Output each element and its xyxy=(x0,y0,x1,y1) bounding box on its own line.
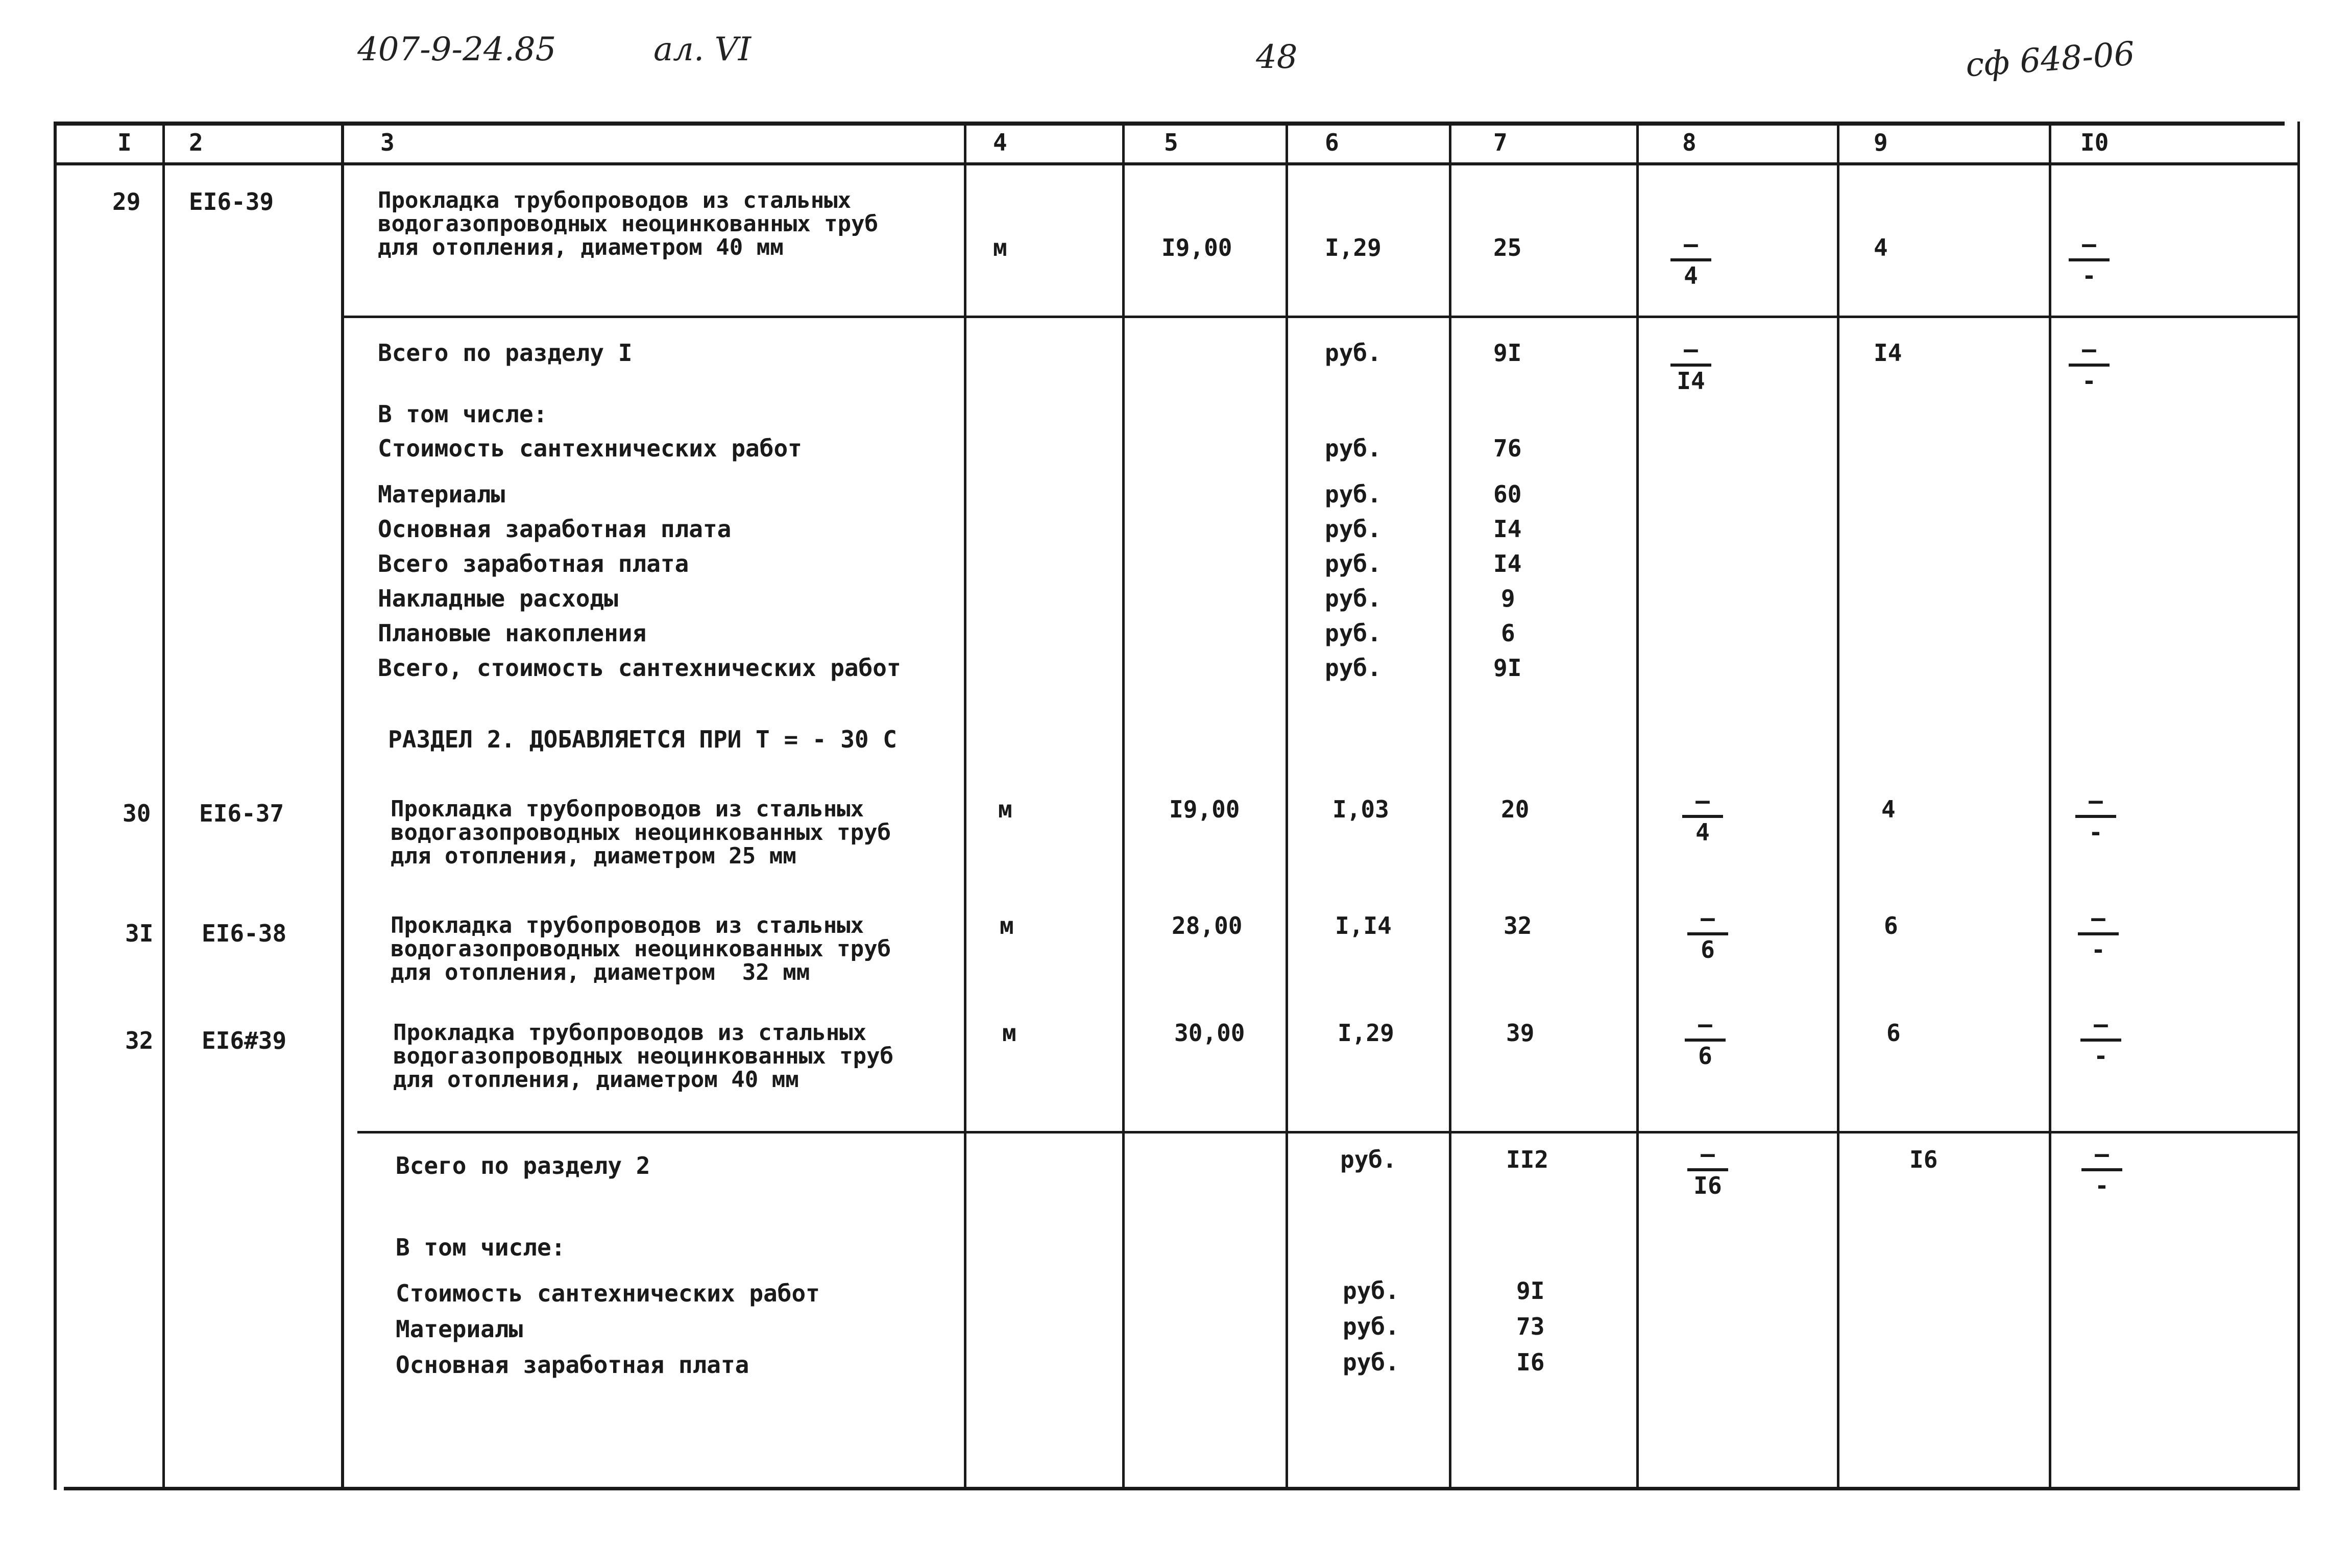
including-label: В том числе: xyxy=(396,1234,566,1261)
fraction-bottom: - xyxy=(2095,1172,2109,1199)
breakdown-unit: руб. xyxy=(1343,1277,1399,1305)
table-bottom-border xyxy=(64,1487,2300,1490)
row-unit-price: I,29 xyxy=(1325,234,1381,261)
row-col10-fraction xyxy=(2061,230,2117,290)
breakdown-unit: руб. xyxy=(1343,1348,1399,1376)
row-unit: м xyxy=(998,795,1012,823)
row-divider-2 xyxy=(357,1131,2300,1133)
col-line-8 xyxy=(1837,122,1839,1490)
header-bottom-border xyxy=(54,162,2300,165)
row-col10-fraction xyxy=(2070,904,2126,964)
col-header-10: I0 xyxy=(2080,129,2109,156)
row-number: 3I xyxy=(125,920,154,947)
row-description: Прокладка трубопроводов из стальных водогазопроводных неоцинкованных труб для отопления, диаметром 25 мм xyxy=(391,796,891,869)
section-col9: I4 xyxy=(1874,339,1902,367)
breakdown-label: Плановые накопления xyxy=(378,619,647,647)
fraction-bottom: 4 xyxy=(1695,818,1710,846)
table-top-border xyxy=(54,122,2285,126)
section-2-heading: РАЗДЕЛ 2. ДОБАВЛЯЕТСЯ ПРИ Т = - 30 С xyxy=(388,726,897,753)
row-unit-price: I,I4 xyxy=(1335,912,1392,939)
breakdown-label: Всего, стоимость сантехнических работ xyxy=(378,654,901,682)
breakdown-unit: руб. xyxy=(1325,619,1381,647)
row-col8-fraction xyxy=(1677,1010,1733,1070)
row-code: EI6#39 xyxy=(202,1027,287,1054)
breakdown-label: Стоимость сантехнических работ xyxy=(378,435,802,462)
breakdown-value: 9I xyxy=(1516,1277,1545,1305)
row-col9: 4 xyxy=(1881,795,1896,823)
row-unit: м xyxy=(993,234,1007,261)
fraction-bottom: 6 xyxy=(1698,1042,1712,1070)
breakdown-value: I6 xyxy=(1516,1348,1545,1376)
row-quantity: 30,00 xyxy=(1174,1019,1245,1047)
fraction-top: – xyxy=(2095,1140,2109,1168)
fraction-bottom: - xyxy=(2091,936,2105,963)
row-cost: 32 xyxy=(1504,912,1532,939)
fraction-top: – xyxy=(1684,335,1698,363)
row-description: Прокладка трубопроводов из стальных водогазопроводных неоцинкованных труб для отопления, диаметром 40 мм xyxy=(393,1020,894,1093)
col-header-5: 5 xyxy=(1164,129,1178,156)
fraction-top: – xyxy=(2082,335,2096,363)
section-total-label: Всего по разделу I xyxy=(378,339,633,367)
row-col10-fraction xyxy=(2073,1010,2129,1070)
row-col10-fraction xyxy=(2068,786,2124,847)
row-quantity: I9,00 xyxy=(1161,234,1232,261)
col-line-2 xyxy=(341,122,344,1490)
col-line-3 xyxy=(964,122,966,1490)
row-number: 30 xyxy=(123,800,151,827)
row-unit: м xyxy=(1002,1019,1016,1047)
row-divider-1 xyxy=(342,316,2300,318)
fraction-top: – xyxy=(2091,904,2105,932)
section-col9: I6 xyxy=(1909,1146,1938,1173)
fraction-bottom: - xyxy=(2089,818,2103,846)
breakdown-unit: руб. xyxy=(1325,515,1381,543)
col-header-8: 8 xyxy=(1682,129,1696,156)
col-header-4: 4 xyxy=(993,129,1007,156)
fraction-bottom: - xyxy=(2082,262,2096,290)
fraction-bottom: 4 xyxy=(1684,262,1698,290)
row-number: 29 xyxy=(112,188,141,215)
section-total-value: II2 xyxy=(1506,1146,1549,1173)
row-number: 32 xyxy=(125,1027,154,1054)
fraction-bottom: - xyxy=(2082,367,2096,395)
section-total-value: 9I xyxy=(1493,339,1522,367)
col-line-left xyxy=(54,122,57,1490)
row-description: Прокладка трубопроводов из стальных водогазопроводных неоцинкованных труб для отопления, диаметром 32 мм xyxy=(391,912,891,985)
breakdown-label: Стоимость сантехнических работ xyxy=(396,1280,820,1307)
section-col10-fraction xyxy=(2074,1140,2130,1200)
fraction-top: – xyxy=(1701,904,1715,932)
row-code: EI6-39 xyxy=(189,188,274,215)
col-line-7 xyxy=(1636,122,1639,1490)
fraction-top: – xyxy=(1684,230,1698,258)
section-total-unit: руб. xyxy=(1340,1146,1397,1173)
col-header-9: 9 xyxy=(1874,129,1888,156)
row-code: EI6-38 xyxy=(202,920,287,947)
breakdown-unit: руб. xyxy=(1325,654,1381,682)
breakdown-unit: руб. xyxy=(1325,435,1381,462)
col-header-6: 6 xyxy=(1325,129,1339,156)
col-header-1: I xyxy=(117,129,132,156)
breakdown-value: I4 xyxy=(1493,550,1522,577)
row-code: EI6-37 xyxy=(199,800,284,827)
row-col9: 6 xyxy=(1884,912,1898,939)
row-quantity: I9,00 xyxy=(1169,795,1240,823)
fraction-bottom: I4 xyxy=(1677,367,1705,395)
fraction-top: – xyxy=(2094,1010,2108,1038)
col-header-3: 3 xyxy=(380,129,395,156)
breakdown-label: Всего заработная плата xyxy=(378,550,689,577)
col-line-5 xyxy=(1286,122,1288,1490)
section-col8-fraction xyxy=(1663,335,1719,395)
fraction-top: – xyxy=(2089,787,2103,814)
document-code: 407-9-24.85 xyxy=(357,31,556,68)
row-unit-price: I,29 xyxy=(1338,1019,1394,1047)
breakdown-label: Основная заработная плата xyxy=(378,515,732,543)
fraction-top: – xyxy=(1701,1140,1715,1168)
archive-stamp: сф 648-06 xyxy=(1964,35,2136,85)
row-cost: 39 xyxy=(1506,1019,1535,1047)
col-line-right xyxy=(2297,122,2300,1490)
album-number: ал. VI xyxy=(653,31,752,68)
breakdown-unit: руб. xyxy=(1343,1313,1399,1340)
fraction-top: – xyxy=(2082,230,2096,258)
breakdown-value: 9I xyxy=(1493,654,1522,682)
fraction-top: – xyxy=(1698,1010,1712,1038)
breakdown-value: I4 xyxy=(1493,515,1522,543)
row-col8-fraction xyxy=(1680,904,1736,964)
section-total-unit: руб. xyxy=(1325,339,1381,367)
page-number: 48 xyxy=(1256,38,1298,76)
col-header-2: 2 xyxy=(189,129,203,156)
breakdown-label: Материалы xyxy=(396,1315,523,1343)
row-col8-fraction xyxy=(1663,230,1719,290)
row-col9: 4 xyxy=(1874,234,1888,261)
breakdown-value: 60 xyxy=(1493,480,1522,508)
breakdown-label: Материалы xyxy=(378,480,505,508)
breakdown-value: 9 xyxy=(1501,585,1515,612)
row-cost: 20 xyxy=(1501,795,1530,823)
row-description: Прокладка трубопроводов из стальных водогазопроводных неоцинкованных труб для отопления, диаметром 40 мм xyxy=(378,187,879,260)
row-col9: 6 xyxy=(1886,1019,1901,1047)
col-line-4 xyxy=(1122,122,1125,1490)
section-col8-fraction xyxy=(1680,1140,1736,1200)
section-col10-fraction xyxy=(2061,335,2117,395)
col-line-1 xyxy=(162,122,165,1490)
col-line-6 xyxy=(1449,122,1451,1490)
row-cost: 25 xyxy=(1493,234,1522,261)
breakdown-unit: руб. xyxy=(1325,480,1381,508)
breakdown-label: Основная заработная плата xyxy=(396,1351,749,1379)
row-quantity: 28,00 xyxy=(1172,912,1243,939)
fraction-top: – xyxy=(1695,787,1710,814)
breakdown-value: 6 xyxy=(1501,619,1515,647)
row-unit-price: I,03 xyxy=(1332,795,1389,823)
row-col8-fraction xyxy=(1675,786,1731,847)
fraction-bottom: 6 xyxy=(1701,936,1715,963)
breakdown-value: 73 xyxy=(1516,1313,1545,1340)
breakdown-label: Накладные расходы xyxy=(378,585,618,612)
col-header-7: 7 xyxy=(1493,129,1508,156)
fraction-bottom: - xyxy=(2094,1042,2108,1070)
including-label: В том числе: xyxy=(378,400,548,428)
row-unit: м xyxy=(1000,912,1014,939)
breakdown-unit: руб. xyxy=(1325,585,1381,612)
breakdown-value: 76 xyxy=(1493,435,1522,462)
fraction-bottom: I6 xyxy=(1693,1172,1722,1199)
section-total-label: Всего по разделу 2 xyxy=(396,1152,650,1179)
col-line-9 xyxy=(2049,122,2051,1490)
breakdown-unit: руб. xyxy=(1325,550,1381,577)
